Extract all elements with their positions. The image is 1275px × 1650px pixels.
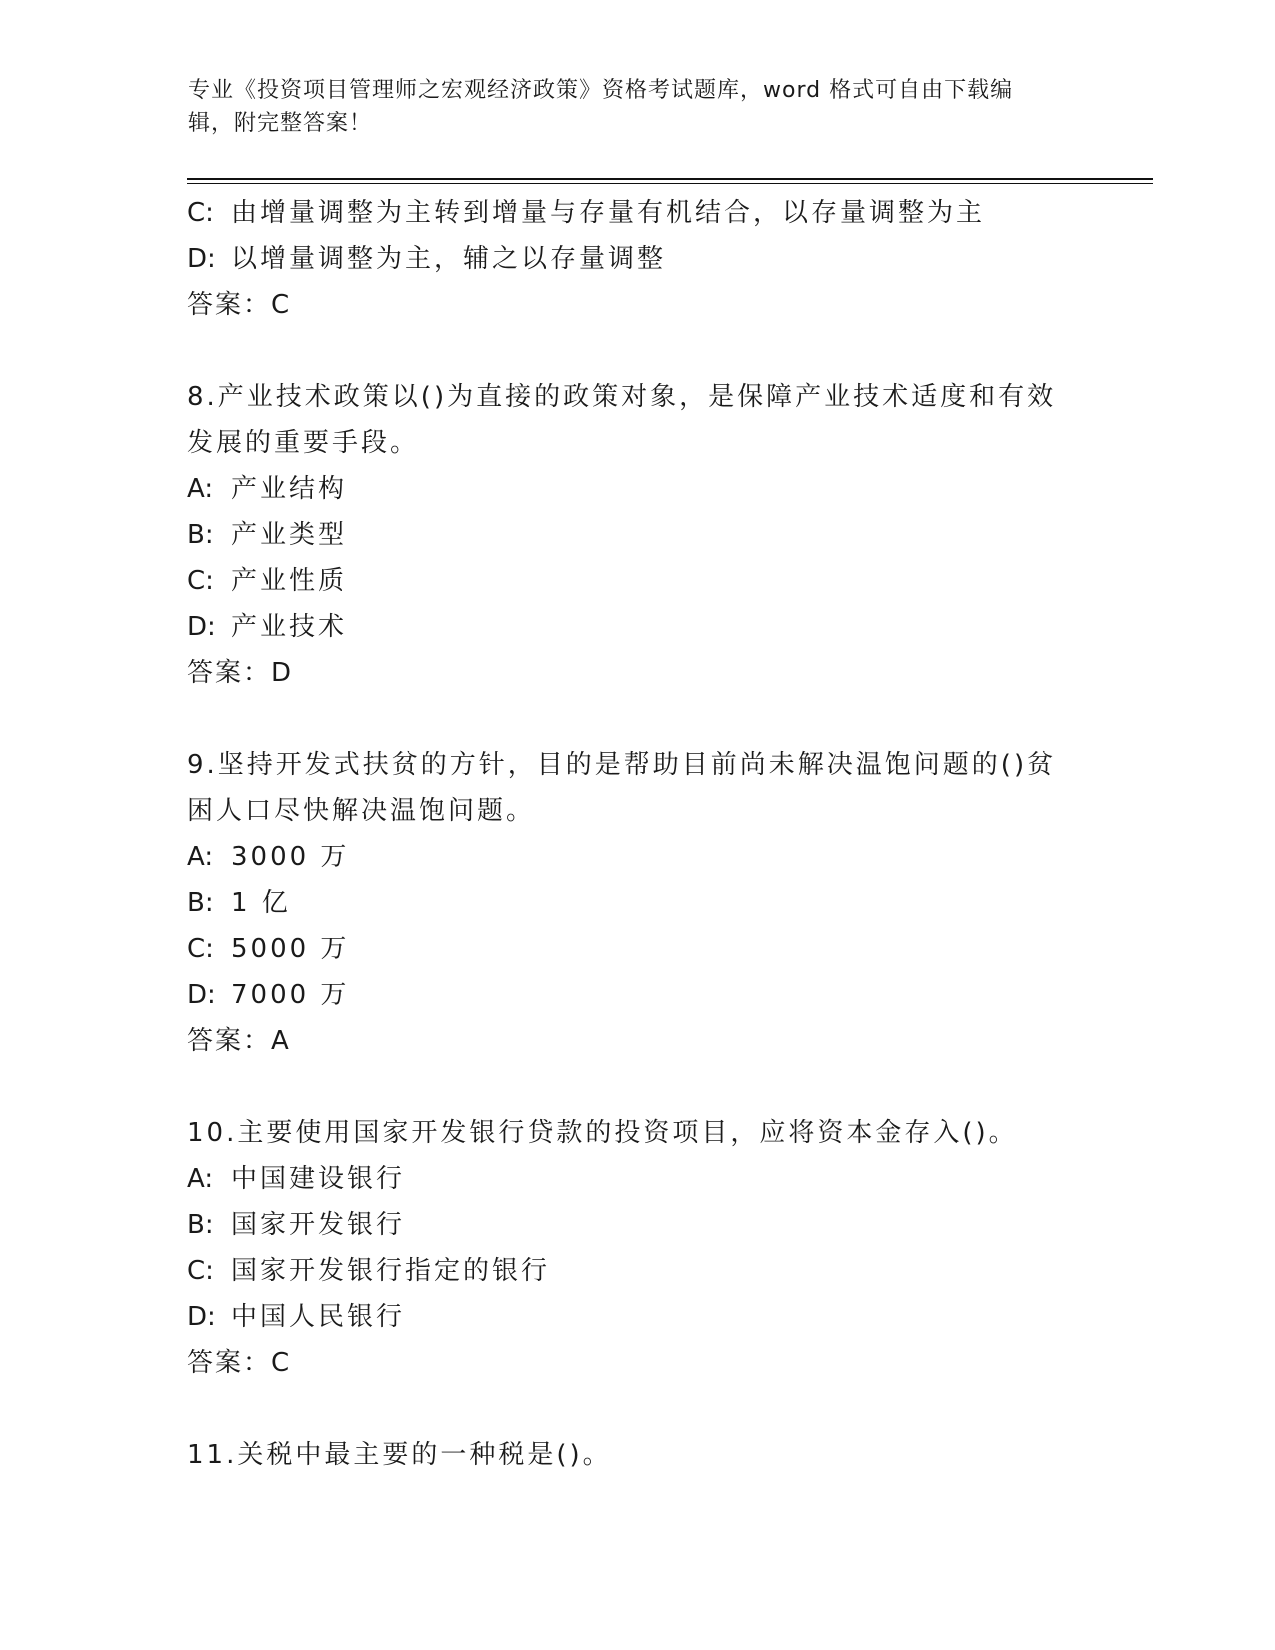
option-text: 中国人民银行: [231, 1302, 406, 1332]
option-letter: C:: [187, 1256, 214, 1286]
answer-line: 答案：D: [187, 658, 294, 688]
option-row: [187, 1294, 1067, 1340]
option-row: [187, 1156, 1067, 1202]
question-stem: 困人口尽快解决温饱问题。: [187, 796, 536, 826]
option-row: [187, 880, 1067, 926]
option-text: 产业结构: [231, 474, 348, 504]
option-letter: B:: [187, 888, 214, 918]
option-letter: A:: [187, 842, 214, 872]
answer-line: 答案：C: [187, 1348, 292, 1378]
option-row: [187, 236, 1067, 282]
option-letter: C:: [187, 198, 214, 228]
option-letter: A:: [187, 1164, 214, 1194]
spacer: [187, 696, 1067, 742]
question-stem: 10.主要使用国家开发银行贷款的投资项目，应将资本金存入()。: [187, 1118, 1018, 1148]
option-letter: D:: [187, 980, 216, 1010]
page-header: [188, 74, 1068, 140]
question-block: [187, 1110, 1067, 1386]
option-text: 7000 万: [231, 980, 350, 1010]
question-stem: 11.关税中最主要的一种税是()。: [187, 1440, 612, 1470]
spacer: [187, 1064, 1067, 1110]
option-letter: D:: [187, 612, 216, 642]
spacer: [187, 328, 1067, 374]
option-letter: B:: [187, 1210, 214, 1240]
question-block: [187, 742, 1067, 1064]
option-row: [187, 190, 1067, 236]
option-text: 以增量调整为主，辅之以存量调整: [231, 244, 667, 274]
question-list: [187, 190, 1067, 1478]
question-fragment: [187, 190, 1067, 328]
option-text: 产业类型: [231, 520, 348, 550]
option-text: 3000 万: [231, 842, 350, 872]
answer-line: 答案：A: [187, 1026, 291, 1056]
option-text: 产业技术: [231, 612, 348, 642]
option-text: 5000 万: [231, 934, 350, 964]
question-block: [187, 374, 1067, 696]
header-rule-thick: [187, 178, 1153, 180]
header-line-2: 辑，附完整答案！: [188, 111, 373, 136]
option-letter: C:: [187, 566, 214, 596]
option-letter: A:: [187, 474, 214, 504]
header-line-1: 专业《投资项目管理师之宏观经济政策》资格考试题库，word 格式可自由下载编: [188, 78, 1014, 103]
question-block: [187, 1432, 1067, 1478]
option-row: [187, 1202, 1067, 1248]
question-stem: 8.产业技术政策以()为直接的政策对象，是保障产业技术适度和有效: [187, 382, 1057, 412]
question-stem: 9.坚持开发式扶贫的方针，目的是帮助目前尚未解决温饱问题的()贫: [187, 750, 1057, 780]
option-row: [187, 972, 1067, 1018]
option-row: [187, 1248, 1067, 1294]
option-text: 国家开发银行指定的银行: [231, 1256, 551, 1286]
option-row: [187, 512, 1067, 558]
option-row: [187, 604, 1067, 650]
question-stem: 发展的重要手段。: [187, 428, 420, 458]
option-letter: C:: [187, 934, 214, 964]
option-row: [187, 558, 1067, 604]
header-rule-thin: [187, 183, 1153, 184]
option-text: 中国建设银行: [231, 1164, 406, 1194]
option-text: 产业性质: [231, 566, 348, 596]
option-row: [187, 466, 1067, 512]
option-row: [187, 834, 1067, 880]
option-letter: D:: [187, 244, 216, 274]
option-text: 1 亿: [231, 888, 291, 918]
option-row: [187, 926, 1067, 972]
option-text: 由增量调整为主转到增量与存量有机结合，以存量调整为主: [231, 198, 986, 228]
spacer: [187, 1386, 1067, 1432]
answer-line: 答案：C: [187, 290, 292, 320]
option-text: 国家开发银行: [231, 1210, 406, 1240]
option-letter: B:: [187, 520, 214, 550]
option-letter: D:: [187, 1302, 216, 1332]
